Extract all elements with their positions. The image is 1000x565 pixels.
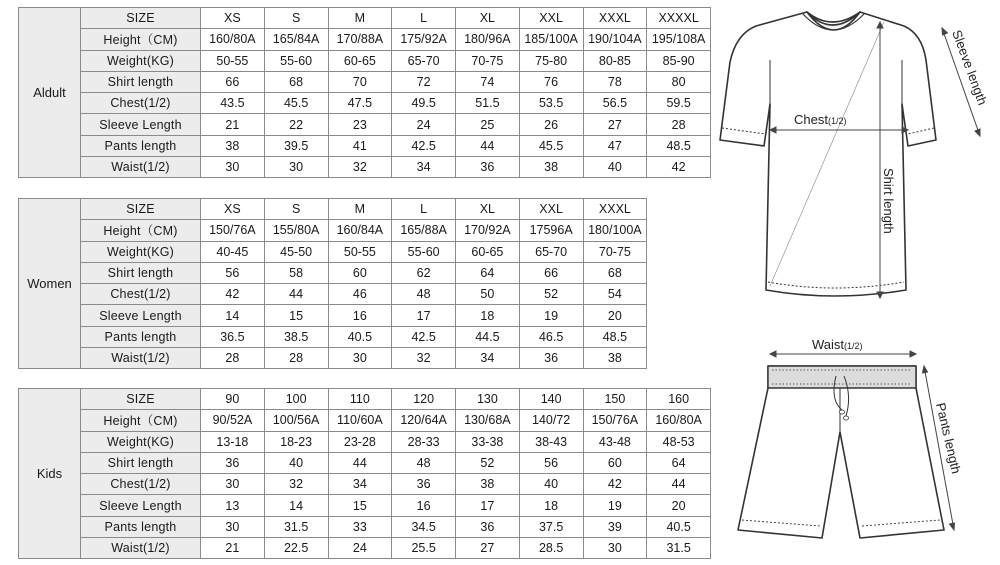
table-row: [19, 410, 711, 431]
table-cell: 40: [583, 157, 647, 178]
table-cell: 165/84A: [264, 29, 328, 50]
table-cell: 160/80A: [201, 29, 265, 50]
table-cell: 68: [583, 262, 647, 283]
table-cell: 44: [456, 135, 520, 156]
empty-cell: [647, 220, 711, 241]
size-column-header: 130: [456, 389, 520, 410]
table-cell: 13: [201, 495, 265, 516]
size-column-header: M: [328, 199, 392, 220]
table-cell: 36: [392, 474, 456, 495]
table-cell: 33: [328, 516, 392, 537]
table-cell: 40: [519, 474, 583, 495]
table-cell: 195/108A: [647, 29, 711, 50]
table-cell: 160/80A: [647, 410, 711, 431]
kids-header-row: [19, 389, 711, 410]
table-cell: 170/92A: [456, 220, 520, 241]
adult-size-table: [18, 7, 711, 178]
table-cell: 65-70: [519, 241, 583, 262]
sleeve-length-label: Sleeve length: [949, 27, 991, 108]
row-label-shirt-length: Shirt length: [81, 71, 201, 92]
table-cell: 34: [328, 474, 392, 495]
row-label-weight-kg: Weight(KG): [81, 431, 201, 452]
empty-cell: [647, 241, 711, 262]
table-cell: 59.5: [647, 93, 711, 114]
table-cell: 52: [519, 284, 583, 305]
table-cell: 30: [583, 538, 647, 559]
table-cell: 30: [328, 348, 392, 369]
table-cell: 21: [201, 538, 265, 559]
size-column-header: 150: [583, 389, 647, 410]
table-cell: 50-55: [201, 50, 265, 71]
table-cell: 140/72: [519, 410, 583, 431]
size-column-header: XXXL: [583, 8, 647, 29]
table-cell: 42: [647, 157, 711, 178]
table-cell: 23: [328, 114, 392, 135]
table-cell: 19: [519, 305, 583, 326]
table-cell: 65-70: [392, 50, 456, 71]
table-row: [19, 452, 711, 473]
table-cell: 180/100A: [583, 220, 647, 241]
table-row: [19, 241, 711, 262]
table-cell: 44: [647, 474, 711, 495]
table-cell: 170/88A: [328, 29, 392, 50]
table-cell: 46.5: [519, 326, 583, 347]
women-size-table: [18, 198, 711, 369]
women-group-label: Women: [19, 199, 81, 369]
table-cell: 42: [583, 474, 647, 495]
size-header-cell: SIZE: [81, 199, 201, 220]
table-row: [19, 50, 711, 71]
empty-cell: [647, 262, 711, 283]
size-column-header: L: [392, 199, 456, 220]
table-cell: 28: [647, 114, 711, 135]
chest-label: Chest(1/2): [794, 112, 847, 127]
table-cell: 70-75: [456, 50, 520, 71]
table-cell: 38: [201, 135, 265, 156]
table-cell: 48-53: [647, 431, 711, 452]
size-column-header: S: [264, 199, 328, 220]
table-cell: 14: [201, 305, 265, 326]
table-row: [19, 326, 711, 347]
size-column-header: 120: [392, 389, 456, 410]
table-cell: 44: [264, 284, 328, 305]
table-cell: 28.5: [519, 538, 583, 559]
table-row: [19, 538, 711, 559]
table-cell: 30: [264, 157, 328, 178]
table-cell: 42.5: [392, 326, 456, 347]
table-cell: 25.5: [392, 538, 456, 559]
table-cell: 47: [583, 135, 647, 156]
table-row: [19, 114, 711, 135]
table-cell: 66: [201, 71, 265, 92]
table-cell: 49.5: [392, 93, 456, 114]
shorts-illustration: [738, 366, 944, 538]
table-cell: 53.5: [519, 93, 583, 114]
table-cell: 60-65: [328, 50, 392, 71]
table-cell: 45-50: [264, 241, 328, 262]
row-label-waist-1-2: Waist(1/2): [81, 348, 201, 369]
row-label-sleeve-length: Sleeve Length: [81, 305, 201, 326]
table-row: [19, 157, 711, 178]
table-cell: 30: [201, 157, 265, 178]
size-column-header: S: [264, 8, 328, 29]
table-cell: 56: [201, 262, 265, 283]
table-cell: 62: [392, 262, 456, 283]
table-cell: 20: [647, 495, 711, 516]
adult-group-label: Aldult: [19, 8, 81, 178]
table-cell: 40: [264, 452, 328, 473]
table-cell: 34: [456, 348, 520, 369]
table-cell: 60-65: [456, 241, 520, 262]
row-label-chest-1-2: Chest(1/2): [81, 284, 201, 305]
size-column-header: XXL: [519, 199, 583, 220]
row-label-chest-1-2: Chest(1/2): [81, 474, 201, 495]
table-cell: 26: [519, 114, 583, 135]
table-row: [19, 431, 711, 452]
table-cell: 42.5: [392, 135, 456, 156]
table-row: [19, 474, 711, 495]
table-cell: 27: [583, 114, 647, 135]
size-header-cell: SIZE: [81, 389, 201, 410]
table-cell: 32: [328, 157, 392, 178]
table-cell: 38: [583, 348, 647, 369]
row-label-shirt-length: Shirt length: [81, 452, 201, 473]
table-cell: 56.5: [583, 93, 647, 114]
table-cell: 38.5: [264, 326, 328, 347]
table-cell: 175/92A: [392, 29, 456, 50]
row-label-sleeve-length: Sleeve Length: [81, 114, 201, 135]
table-row: [19, 284, 711, 305]
size-column-header: 140: [519, 389, 583, 410]
row-label-weight-kg: Weight(KG): [81, 241, 201, 262]
table-cell: 17: [392, 305, 456, 326]
row-label-shirt-length: Shirt length: [81, 262, 201, 283]
row-label-height-cm: Height（CM): [81, 220, 201, 241]
table-cell: 15: [328, 495, 392, 516]
table-cell: 56: [519, 452, 583, 473]
tshirt-illustration: [720, 12, 936, 296]
row-label-height-cm: Height（CM): [81, 410, 201, 431]
table-cell: 150/76A: [583, 410, 647, 431]
kids-size-table: [18, 388, 711, 559]
pants-length-label: Pants length: [933, 401, 964, 476]
table-cell: 19: [583, 495, 647, 516]
table-cell: 16: [392, 495, 456, 516]
table-cell: 185/100A: [519, 29, 583, 50]
table-cell: 75-80: [519, 50, 583, 71]
table-cell: 60: [583, 452, 647, 473]
table-cell: 31.5: [264, 516, 328, 537]
table-cell: 31.5: [647, 538, 711, 559]
table-cell: 40-45: [201, 241, 265, 262]
table-cell: 52: [456, 452, 520, 473]
table-cell: 14: [264, 495, 328, 516]
table-cell: 68: [264, 71, 328, 92]
table-cell: 17: [456, 495, 520, 516]
table-cell: 130/68A: [456, 410, 520, 431]
table-cell: 36: [456, 516, 520, 537]
table-cell: 43-48: [583, 431, 647, 452]
table-cell: 44: [328, 452, 392, 473]
table-cell: 38: [519, 157, 583, 178]
table-cell: 60: [328, 262, 392, 283]
table-cell: 13-18: [201, 431, 265, 452]
table-cell: 15: [264, 305, 328, 326]
table-cell: 39: [583, 516, 647, 537]
table-cell: 85-90: [647, 50, 711, 71]
empty-cell: [647, 199, 711, 220]
table-cell: 20: [583, 305, 647, 326]
garment-diagram: [712, 0, 1000, 565]
table-cell: 18: [456, 305, 520, 326]
table-cell: 21: [201, 114, 265, 135]
table-cell: 80: [647, 71, 711, 92]
table-cell: 45.5: [264, 93, 328, 114]
size-column-header: 100: [264, 389, 328, 410]
empty-cell: [647, 326, 711, 347]
size-column-header: XS: [201, 199, 265, 220]
size-column-header: XXXL: [583, 199, 647, 220]
size-column-header: L: [392, 8, 456, 29]
size-column-header: XS: [201, 8, 265, 29]
table-cell: 17596A: [519, 220, 583, 241]
table-cell: 23-28: [328, 431, 392, 452]
table-cell: 25: [456, 114, 520, 135]
table-cell: 32: [392, 348, 456, 369]
row-label-waist-1-2: Waist(1/2): [81, 157, 201, 178]
table-cell: 18-23: [264, 431, 328, 452]
table-cell: 39.5: [264, 135, 328, 156]
table-cell: 46: [328, 284, 392, 305]
table-row: [19, 516, 711, 537]
table-cell: 120/64A: [392, 410, 456, 431]
size-column-header: XL: [456, 8, 520, 29]
adult-header-row: [19, 8, 711, 29]
kids-group-label: Kids: [19, 389, 81, 559]
table-cell: 40.5: [328, 326, 392, 347]
table-cell: 78: [583, 71, 647, 92]
size-column-header: M: [328, 8, 392, 29]
table-cell: 24: [328, 538, 392, 559]
size-column-header: 90: [201, 389, 265, 410]
table-row: [19, 305, 711, 326]
table-row: [19, 220, 711, 241]
table-cell: 50-55: [328, 241, 392, 262]
shirt-length-label: Shirt length: [881, 168, 896, 234]
table-cell: 28-33: [392, 431, 456, 452]
table-cell: 66: [519, 262, 583, 283]
table-cell: 51.5: [456, 93, 520, 114]
table-row: [19, 262, 711, 283]
table-row: [19, 495, 711, 516]
women-header-row: [19, 199, 711, 220]
row-label-height-cm: Height（CM): [81, 29, 201, 50]
table-cell: 36: [456, 157, 520, 178]
table-cell: 28: [264, 348, 328, 369]
table-cell: 76: [519, 71, 583, 92]
table-cell: 38: [456, 474, 520, 495]
table-row: [19, 135, 711, 156]
table-cell: 45.5: [519, 135, 583, 156]
table-cell: 40.5: [647, 516, 711, 537]
table-cell: 54: [583, 284, 647, 305]
row-label-pants-length: Pants length: [81, 326, 201, 347]
table-cell: 22.5: [264, 538, 328, 559]
table-cell: 47.5: [328, 93, 392, 114]
empty-cell: [647, 305, 711, 326]
table-cell: 70: [328, 71, 392, 92]
table-cell: 64: [456, 262, 520, 283]
empty-cell: [647, 284, 711, 305]
size-column-header: XXXXL: [647, 8, 711, 29]
table-cell: 42: [201, 284, 265, 305]
table-cell: 48: [392, 452, 456, 473]
table-cell: 28: [201, 348, 265, 369]
table-cell: 50: [456, 284, 520, 305]
table-row: [19, 71, 711, 92]
table-row: [19, 29, 711, 50]
table-cell: 33-38: [456, 431, 520, 452]
waist-label: Waist(1/2): [812, 337, 863, 352]
table-cell: 41: [328, 135, 392, 156]
table-cell: 100/56A: [264, 410, 328, 431]
table-cell: 27: [456, 538, 520, 559]
table-cell: 34: [392, 157, 456, 178]
row-label-pants-length: Pants length: [81, 516, 201, 537]
table-cell: 72: [392, 71, 456, 92]
table-row: [19, 93, 711, 114]
table-row: [19, 348, 711, 369]
table-cell: 150/76A: [201, 220, 265, 241]
table-cell: 37.5: [519, 516, 583, 537]
table-cell: 48.5: [647, 135, 711, 156]
table-cell: 110/60A: [328, 410, 392, 431]
size-header-cell: SIZE: [81, 8, 201, 29]
table-cell: 48.5: [583, 326, 647, 347]
table-cell: 22: [264, 114, 328, 135]
size-column-header: 160: [647, 389, 711, 410]
table-cell: 90/52A: [201, 410, 265, 431]
table-cell: 36.5: [201, 326, 265, 347]
size-column-header: XXL: [519, 8, 583, 29]
table-cell: 80-85: [583, 50, 647, 71]
size-column-header: 110: [328, 389, 392, 410]
row-label-sleeve-length: Sleeve Length: [81, 495, 201, 516]
table-cell: 165/88A: [392, 220, 456, 241]
table-cell: 18: [519, 495, 583, 516]
table-cell: 43.5: [201, 93, 265, 114]
table-cell: 48: [392, 284, 456, 305]
table-cell: 24: [392, 114, 456, 135]
table-cell: 180/96A: [456, 29, 520, 50]
table-cell: 160/84A: [328, 220, 392, 241]
table-cell: 36: [519, 348, 583, 369]
table-cell: 190/104A: [583, 29, 647, 50]
table-cell: 36: [201, 452, 265, 473]
table-cell: 38-43: [519, 431, 583, 452]
table-cell: 34.5: [392, 516, 456, 537]
table-cell: 32: [264, 474, 328, 495]
table-cell: 30: [201, 474, 265, 495]
table-cell: 58: [264, 262, 328, 283]
row-label-waist-1-2: Waist(1/2): [81, 538, 201, 559]
table-cell: 16: [328, 305, 392, 326]
size-column-header: XL: [456, 199, 520, 220]
table-cell: 44.5: [456, 326, 520, 347]
table-cell: 74: [456, 71, 520, 92]
row-label-pants-length: Pants length: [81, 135, 201, 156]
table-cell: 155/80A: [264, 220, 328, 241]
table-cell: 64: [647, 452, 711, 473]
table-cell: 55-60: [264, 50, 328, 71]
row-label-weight-kg: Weight(KG): [81, 50, 201, 71]
table-cell: 70-75: [583, 241, 647, 262]
row-label-chest-1-2: Chest(1/2): [81, 93, 201, 114]
table-cell: 55-60: [392, 241, 456, 262]
table-cell: 30: [201, 516, 265, 537]
empty-cell: [647, 348, 711, 369]
